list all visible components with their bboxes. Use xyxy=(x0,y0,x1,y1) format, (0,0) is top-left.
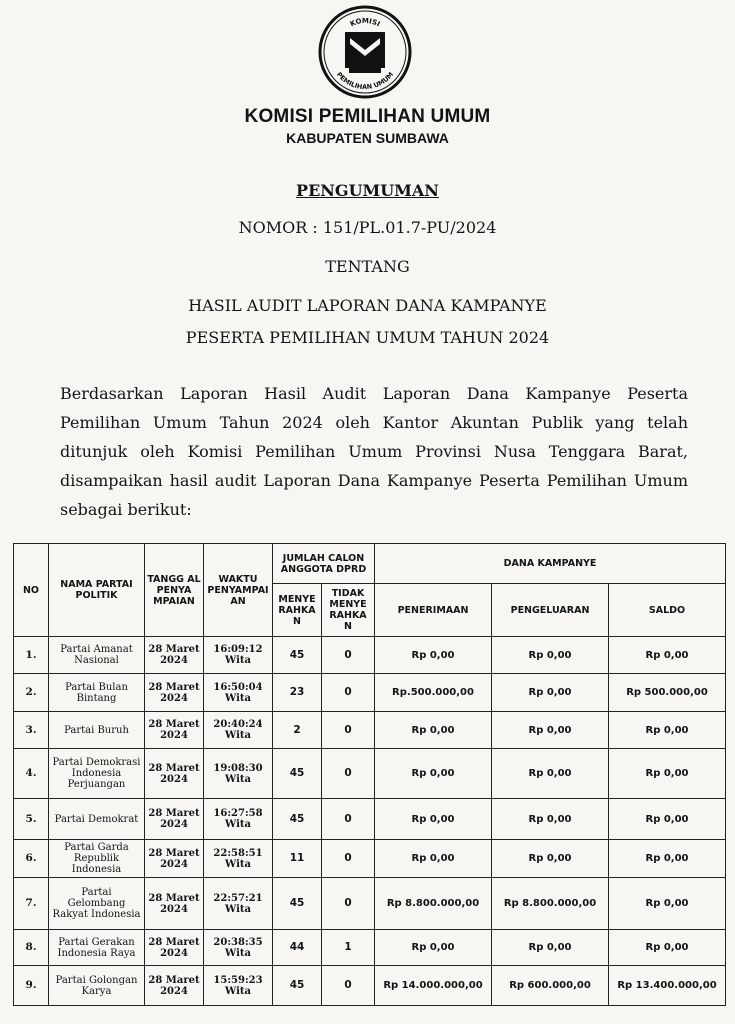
cell-not-submit: 0 xyxy=(322,799,375,840)
cell-balance: Rp 0,00 xyxy=(609,637,726,674)
header-not-submit: TIDAK MENYE RAHKA N xyxy=(322,584,375,637)
subject-line-1: HASIL AUDIT LAPORAN DANA KAMPANYE xyxy=(188,296,547,315)
cell-no: 4. xyxy=(14,749,49,799)
cell-date: 28 Maret 2024 xyxy=(145,799,204,840)
header-date: TANGG AL PENYA MPAIAN xyxy=(145,544,204,637)
cell-date: 28 Maret 2024 xyxy=(145,966,204,1006)
cell-income: Rp 8.800.000,00 xyxy=(375,878,492,930)
cell-time: 15:59:23 Wita xyxy=(204,966,273,1006)
cell-not-submit: 0 xyxy=(322,674,375,712)
table-row xyxy=(14,674,726,712)
cell-expense: Rp 0,00 xyxy=(492,637,609,674)
cell-balance: Rp 0,00 xyxy=(609,799,726,840)
cell-expense: Rp 8.800.000,00 xyxy=(492,878,609,930)
cell-time: 16:50:04 Wita xyxy=(204,674,273,712)
cell-not-submit: 0 xyxy=(322,840,375,878)
cell-income: Rp 0,00 xyxy=(375,799,492,840)
cell-no: 9. xyxy=(14,966,49,1006)
cell-time: 16:09:12 Wita xyxy=(204,637,273,674)
cell-time: 20:38:35 Wita xyxy=(204,930,273,966)
header-candidates: JUMLAH CALON ANGGOTA DPRD xyxy=(273,544,375,584)
header-party: NAMA PARTAI POLITIK xyxy=(49,544,145,637)
cell-date: 28 Maret 2024 xyxy=(145,840,204,878)
svg-text:KOMISI xyxy=(349,17,381,28)
cell-expense: Rp 0,00 xyxy=(492,749,609,799)
cell-date: 28 Maret 2024 xyxy=(145,637,204,674)
cell-expense: Rp 0,00 xyxy=(492,930,609,966)
cell-time: 22:58:51 Wita xyxy=(204,840,273,878)
cell-submit: 45 xyxy=(273,966,322,1006)
cell-not-submit: 0 xyxy=(322,712,375,749)
header-time: WAKTU PENYAMPAI AN xyxy=(204,544,273,637)
cell-date: 28 Maret 2024 xyxy=(145,674,204,712)
cell-no: 7. xyxy=(14,878,49,930)
announcement-number: NOMOR : 151/PL.01.7-PU/2024 xyxy=(238,218,497,237)
cell-no: 8. xyxy=(14,930,49,966)
cell-not-submit: 0 xyxy=(322,637,375,674)
cell-date: 28 Maret 2024 xyxy=(145,712,204,749)
cell-submit: 11 xyxy=(273,840,322,878)
cell-expense: Rp 0,00 xyxy=(492,840,609,878)
cell-submit: 45 xyxy=(273,637,322,674)
cell-balance: Rp 0,00 xyxy=(609,749,726,799)
table-row xyxy=(14,878,726,930)
cell-date: 28 Maret 2024 xyxy=(145,878,204,930)
table-row xyxy=(14,637,726,674)
cell-time: 16:27:58 Wita xyxy=(204,799,273,840)
cell-party: Partai Gelombang Rakyat Indonesia xyxy=(49,878,145,930)
cell-expense: Rp 0,00 xyxy=(492,674,609,712)
body-paragraph: Berdasarkan Laporan Hasil Audit Laporan Dana Kampanye Peserta Pemilihan Umum Tahun 2024 oleh Kantor Akuntan Publik yang telah ditunjuk oleh Komisi Pemilihan Umum Provinsi Nusa Tenggara Barat, disampaikan hasil audit Laporan Dana Kampanye Peserta Pemilihan Umum sebagai berikut: xyxy=(60,384,688,519)
cell-expense: Rp 600.000,00 xyxy=(492,966,609,1006)
campaign-fund-table xyxy=(13,543,726,1006)
cell-time: 19:08:30 Wita xyxy=(204,749,273,799)
org-name: KOMISI PEMILIHAN UMUM xyxy=(244,106,491,127)
cell-party: Partai Gerakan Indonesia Raya xyxy=(49,930,145,966)
cell-party: Partai Amanat Nasional xyxy=(49,637,145,674)
cell-income: Rp 14.000.000,00 xyxy=(375,966,492,1006)
cell-party: Partai Garda Republik Indonesia xyxy=(49,840,145,878)
cell-party: Partai Buruh xyxy=(49,712,145,749)
cell-balance: Rp 500.000,00 xyxy=(609,674,726,712)
announcement-title: PENGUMUMAN xyxy=(296,181,439,200)
cell-income: Rp 0,00 xyxy=(375,749,492,799)
table-row xyxy=(14,930,726,966)
table-row xyxy=(14,749,726,799)
cell-balance: Rp 0,00 xyxy=(609,878,726,930)
cell-no: 2. xyxy=(14,674,49,712)
cell-submit: 45 xyxy=(273,749,322,799)
table-row xyxy=(14,799,726,840)
header-no: NO xyxy=(14,544,49,637)
cell-not-submit: 0 xyxy=(322,966,375,1006)
cell-no: 6. xyxy=(14,840,49,878)
cell-submit: 44 xyxy=(273,930,322,966)
cell-submit: 23 xyxy=(273,674,322,712)
cell-income: Rp 0,00 xyxy=(375,712,492,749)
cell-party: Partai Demokrat xyxy=(49,799,145,840)
logo-top-text: KOMISI xyxy=(348,16,382,29)
cell-submit: 45 xyxy=(273,799,322,840)
cell-time: 20:40:24 Wita xyxy=(204,712,273,749)
kpu-logo xyxy=(316,4,414,100)
svg-text:PEMILIHAN UMUM xyxy=(335,71,395,92)
cell-not-submit: 0 xyxy=(322,878,375,930)
cell-submit: 2 xyxy=(273,712,322,749)
announcement-about: TENTANG xyxy=(325,257,410,276)
cell-date: 28 Maret 2024 xyxy=(145,930,204,966)
cell-date: 28 Maret 2024 xyxy=(145,749,204,799)
table-row xyxy=(14,966,726,1006)
header-expense: PENGELUARAN xyxy=(492,584,609,637)
cell-party: Partai Golongan Karya xyxy=(49,966,145,1006)
cell-balance: Rp 13.400.000,00 xyxy=(609,966,726,1006)
cell-balance: Rp 0,00 xyxy=(609,840,726,878)
header-income: PENERIMAAN xyxy=(375,584,492,637)
cell-no: 1. xyxy=(14,637,49,674)
cell-expense: Rp 0,00 xyxy=(492,799,609,840)
cell-party: Partai Demokrasi Indonesia Perjuangan xyxy=(49,749,145,799)
cell-time: 22:57:21 Wita xyxy=(204,878,273,930)
header-submit: MENYE RAHKA N xyxy=(273,584,322,637)
cell-not-submit: 1 xyxy=(322,930,375,966)
cell-income: Rp.500.000,00 xyxy=(375,674,492,712)
org-region: KABUPATEN SUMBAWA xyxy=(286,130,449,146)
header-funds: DANA KAMPANYE xyxy=(375,544,726,584)
header-balance: SALDO xyxy=(609,584,726,637)
table-row xyxy=(14,712,726,749)
cell-income: Rp 0,00 xyxy=(375,637,492,674)
cell-party: Partai Bulan Bintang xyxy=(49,674,145,712)
table-row xyxy=(14,840,726,878)
cell-no: 3. xyxy=(14,712,49,749)
cell-income: Rp 0,00 xyxy=(375,840,492,878)
logo-bottom-text: PEMILIHAN UMUM xyxy=(334,70,396,92)
cell-balance: Rp 0,00 xyxy=(609,712,726,749)
cell-no: 5. xyxy=(14,799,49,840)
subject-line-2: PESERTA PEMILIHAN UMUM TAHUN 2024 xyxy=(185,328,550,347)
cell-balance: Rp 0,00 xyxy=(609,930,726,966)
cell-expense: Rp 0,00 xyxy=(492,712,609,749)
cell-submit: 45 xyxy=(273,878,322,930)
cell-not-submit: 0 xyxy=(322,749,375,799)
cell-income: Rp 0,00 xyxy=(375,930,492,966)
